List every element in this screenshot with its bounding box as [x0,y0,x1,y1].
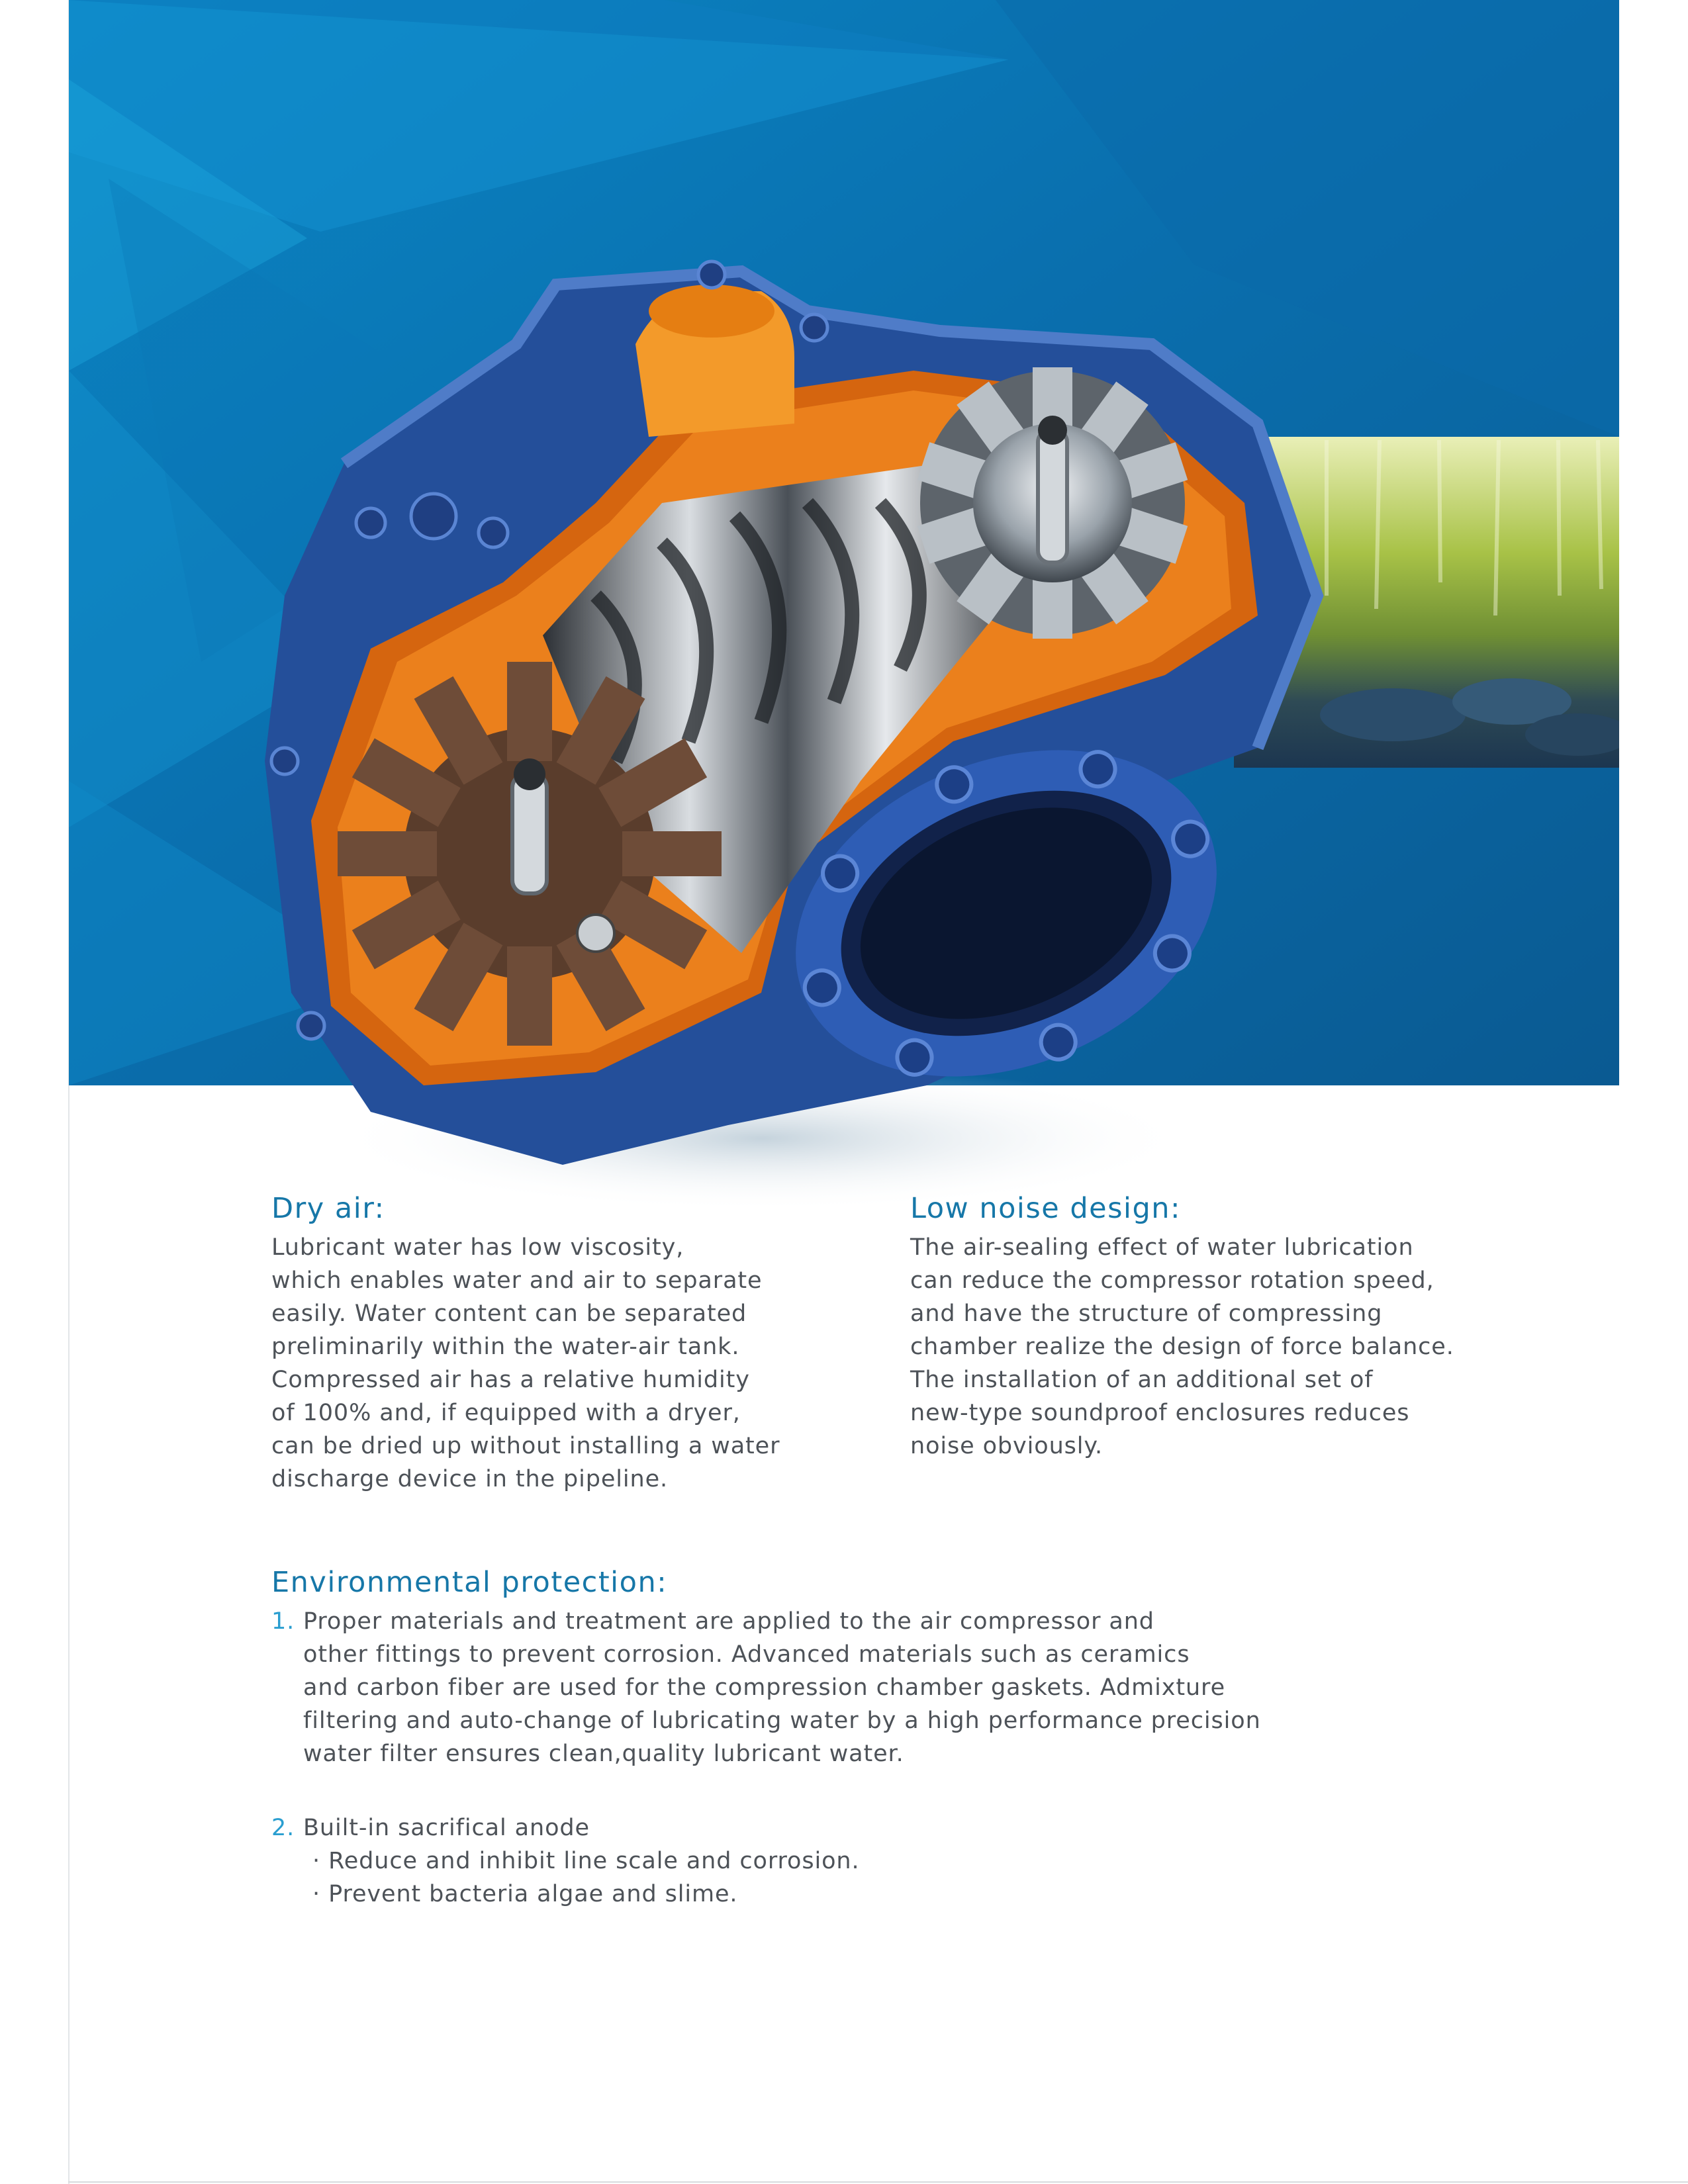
text-line: and have the structure of compressing [910,1300,1383,1327]
text-line: chamber realize the design of force balance. [910,1334,1454,1360]
env-item-1 [271,1605,1463,1770]
text-line: Compressed air has a relative humidity [271,1367,750,1393]
text-line: filtering and auto-change of lubricating water by a high performance precision [303,1707,1261,1734]
text-line: new-type soundproof enclosures reduces [910,1400,1410,1426]
text-line: of 100% and, if equipped with a dryer, [271,1400,741,1426]
text-line: and carbon fiber are used for the compression chamber gaskets. Admixture [303,1674,1226,1701]
low-noise-heading: Low noise design: [910,1192,1182,1225]
bullet-text: Reduce and inhibit line scale and corrosion. [328,1848,860,1874]
text-line: The air-sealing effect of water lubrication [910,1234,1414,1261]
text-line: water filter ensures clean,quality lubricant water. [303,1741,904,1767]
text-line: can be dried up without installing a water [271,1433,780,1459]
env-item-2 [271,1811,1463,1911]
page-bottom-edge [68,2181,1688,2183]
text-line: Lubricant water has low viscosity, [271,1234,684,1261]
text-line: preliminarily within the water-air tank. [271,1334,740,1360]
dry-air-heading: Dry air: [271,1192,385,1225]
bullet-dot: · [312,1881,321,1907]
bullet-item [312,1878,1463,1911]
text-line: other fittings to prevent corrosion. Advanced materials such as ceramics [303,1641,1190,1668]
bullet-item [312,1844,1463,1878]
text-line: discharge device in the pipeline. [271,1466,669,1492]
bullet-dot: · [312,1848,321,1874]
low-noise-text [910,1231,1519,1463]
text-line: Proper materials and treatment are applied to the air compressor and [303,1608,1154,1635]
text-line: The installation of an additional set of [910,1367,1374,1393]
dry-air-text [271,1231,841,1496]
item-title: Built-in sacrifical anode [303,1815,590,1841]
text-line: which enables water and air to separate [271,1267,763,1294]
text-line: can reduce the compressor rotation speed, [910,1267,1434,1294]
text-line: noise obviously. [910,1433,1103,1459]
list-number: 2. [271,1815,295,1841]
text-line: easily. Water content can be separated [271,1300,747,1327]
bullet-text: Prevent bacteria algae and slime. [328,1881,738,1907]
environmental-heading: Environmental protection: [271,1566,668,1599]
list-number: 1. [271,1608,295,1635]
